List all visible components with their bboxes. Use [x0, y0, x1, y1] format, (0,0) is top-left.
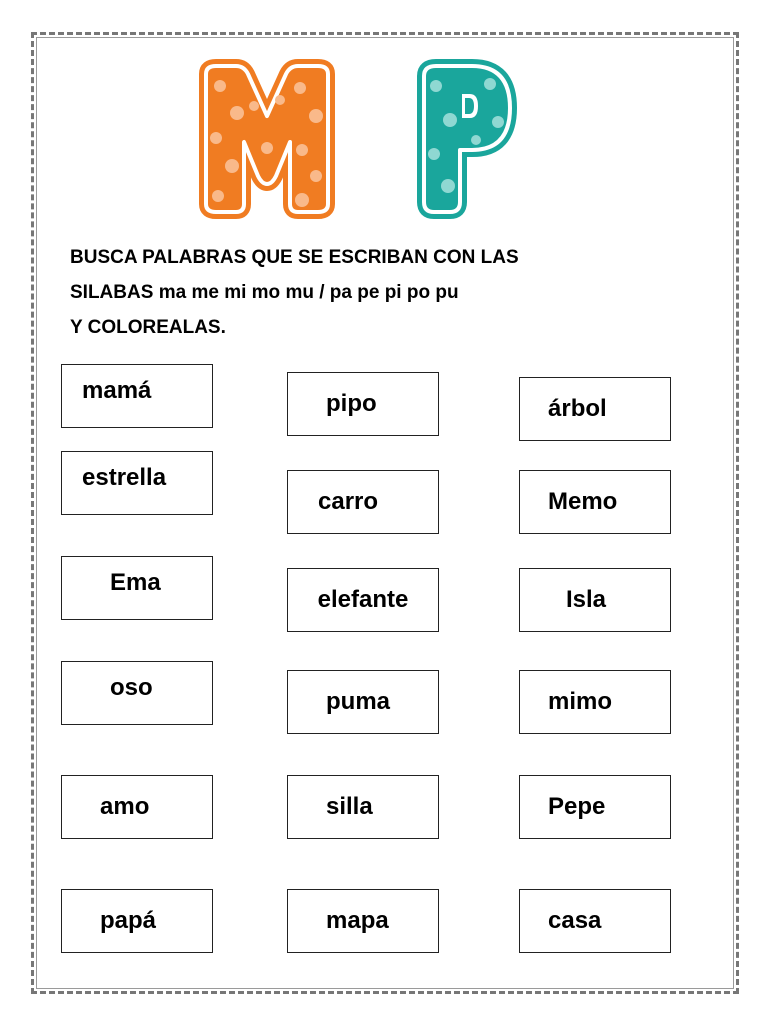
word-box[interactable] — [61, 661, 213, 725]
word-box[interactable] — [519, 470, 671, 534]
instruction-line-2 — [70, 275, 682, 310]
syllable: pu — [435, 282, 459, 303]
instruction-line-1: BUSCA PALABRAS QUE SE ESCRIBAN CON LAS — [70, 247, 519, 268]
word-text: elefante — [317, 586, 409, 613]
word-text: mapa — [326, 907, 389, 934]
word-text: silla — [326, 793, 373, 820]
word-text: papá — [100, 907, 157, 934]
syllable: po — [406, 282, 431, 303]
word-box[interactable] — [287, 889, 439, 953]
word-box[interactable] — [61, 889, 213, 953]
title-letters — [0, 0, 768, 230]
word-text: carro — [318, 488, 379, 515]
word-box[interactable] — [61, 775, 213, 839]
syllable: / pa — [319, 282, 352, 303]
letter-p-graphic — [410, 58, 522, 220]
word-box[interactable] — [519, 568, 671, 632]
instruction-line-3: Y COLOREALAS. — [70, 317, 226, 338]
word-box[interactable] — [519, 775, 671, 839]
word-box[interactable] — [519, 889, 671, 953]
syllable: pe — [357, 282, 380, 303]
word-box[interactable] — [61, 364, 213, 428]
word-text: oso — [110, 674, 153, 701]
word-text: mamá — [82, 377, 152, 404]
word-text: Pepe — [548, 793, 606, 820]
word-box[interactable] — [61, 556, 213, 620]
word-box[interactable] — [519, 377, 671, 441]
word-text: Isla — [566, 586, 607, 613]
word-text: Memo — [548, 488, 618, 515]
syllable: ma — [158, 282, 187, 303]
word-text: puma — [326, 688, 391, 715]
word-box[interactable] — [287, 372, 439, 436]
syllable: mu — [285, 282, 314, 303]
word-box[interactable] — [287, 775, 439, 839]
word-box[interactable] — [287, 470, 439, 534]
word-box[interactable] — [287, 670, 439, 734]
word-text: Ema — [110, 569, 161, 596]
syllable: pi — [384, 282, 402, 303]
word-text: árbol — [548, 395, 607, 422]
syllable: me — [191, 282, 219, 303]
silabas-label: SILABAS — [70, 282, 154, 303]
letter-m-graphic — [192, 58, 342, 220]
word-box[interactable] — [519, 670, 671, 734]
word-box[interactable] — [61, 451, 213, 515]
word-text: casa — [548, 907, 602, 934]
word-box[interactable] — [287, 568, 439, 632]
word-text: pipo — [326, 390, 377, 417]
word-text: amo — [100, 793, 150, 820]
syllable: mi — [224, 282, 247, 303]
instructions — [70, 240, 682, 345]
syllable: mo — [251, 282, 281, 303]
word-text: mimo — [548, 688, 613, 715]
word-text: estrella — [82, 464, 167, 491]
